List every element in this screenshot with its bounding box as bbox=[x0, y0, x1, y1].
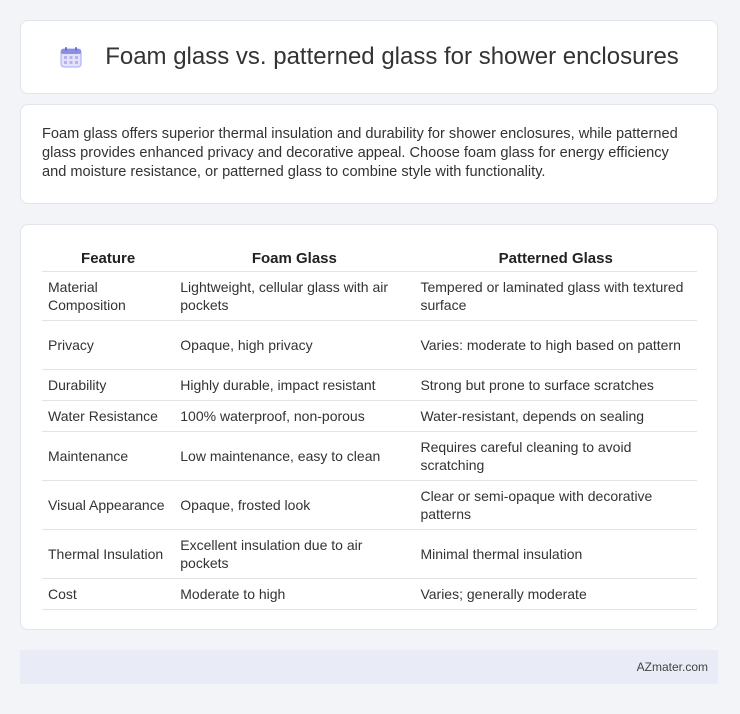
table-header-row bbox=[42, 247, 697, 272]
table-row bbox=[42, 432, 697, 481]
table-row bbox=[42, 401, 697, 432]
patterned-glass-cell: Requires careful cleaning to avoid scratching bbox=[414, 432, 697, 481]
feature-cell: Visual Appearance bbox=[42, 481, 174, 530]
feature-cell: Privacy bbox=[42, 321, 174, 370]
summary-text: Foam glass offers superior thermal insulation and durability for shower enclosures, while patterned glass provides enhanced privacy and decorative appeal. Choose foam glass for energy efficiency and moisture resistance, or patterned glass to combine style with functionality. bbox=[42, 126, 678, 180]
table-row bbox=[42, 272, 697, 321]
footer bbox=[20, 650, 718, 684]
foam-glass-cell: Opaque, high privacy bbox=[174, 321, 414, 370]
feature-cell: Durability bbox=[42, 370, 174, 401]
table-row bbox=[42, 530, 697, 579]
header-patterned-glass: Patterned Glass bbox=[414, 247, 697, 272]
table-row bbox=[42, 370, 697, 401]
header-feature: Feature bbox=[42, 247, 174, 272]
foam-glass-cell: Low maintenance, easy to clean bbox=[174, 432, 414, 481]
header-foam-glass: Foam Glass bbox=[174, 247, 414, 272]
brand-label: AZmater.com bbox=[636, 660, 708, 674]
patterned-glass-cell: Varies; generally moderate bbox=[414, 579, 697, 610]
foam-glass-cell: 100% waterproof, non-porous bbox=[174, 401, 414, 432]
comparison-table bbox=[42, 247, 697, 610]
header-card bbox=[20, 20, 718, 94]
foam-glass-cell: Highly durable, impact resistant bbox=[174, 370, 414, 401]
comparison-table-card bbox=[20, 224, 718, 630]
patterned-glass-cell: Varies: moderate to high based on pattern bbox=[414, 321, 697, 370]
page-title: Foam glass vs. patterned glass for shower enclosures bbox=[105, 43, 679, 70]
foam-glass-cell: Lightweight, cellular glass with air pockets bbox=[174, 272, 414, 321]
feature-cell: Thermal Insulation bbox=[42, 530, 174, 579]
feature-cell: Water Resistance bbox=[42, 401, 174, 432]
table-row bbox=[42, 321, 697, 370]
patterned-glass-cell: Strong but prone to surface scratches bbox=[414, 370, 697, 401]
table-row bbox=[42, 481, 697, 530]
foam-glass-cell: Opaque, frosted look bbox=[174, 481, 414, 530]
patterned-glass-cell: Water-resistant, depends on sealing bbox=[414, 401, 697, 432]
summary-card bbox=[20, 104, 718, 204]
feature-cell: Cost bbox=[42, 579, 174, 610]
patterned-glass-cell: Minimal thermal insulation bbox=[414, 530, 697, 579]
feature-cell: Material Composition bbox=[42, 272, 174, 321]
table-row bbox=[42, 579, 697, 610]
foam-glass-cell: Excellent insulation due to air pockets bbox=[174, 530, 414, 579]
feature-cell: Maintenance bbox=[42, 432, 174, 481]
foam-glass-cell: Moderate to high bbox=[174, 579, 414, 610]
patterned-glass-cell: Tempered or laminated glass with textured surface bbox=[414, 272, 697, 321]
calendar-icon bbox=[59, 45, 83, 69]
patterned-glass-cell: Clear or semi-opaque with decorative patterns bbox=[414, 481, 697, 530]
